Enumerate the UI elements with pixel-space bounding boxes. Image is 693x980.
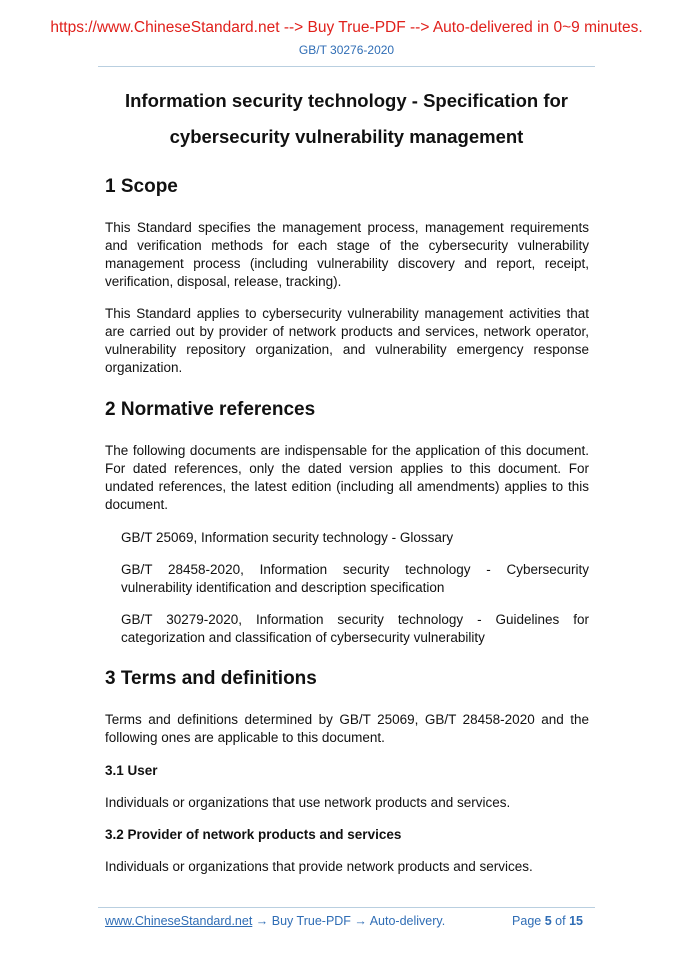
term-definition-provider: Individuals or organizations that provide network products and services. [105,859,533,874]
normative-intro: The following documents are indispensable for the application of this document. For dated references, only the dated version applies to this document. For undated references, the latest edition (including all amendments) applies to this document. [105,443,589,512]
page-indicator [512,914,583,928]
footer-divider [98,907,595,908]
term-heading-provider: 3.2 Provider of network products and services [105,827,402,842]
term-heading-user: 3.1 User [105,763,158,778]
scope-paragraph-2: This Standard applies to cybersecurity vulnerability management activities that are carried out by provider of network products and services, network operator, vulnerability repository organization, and vulnerability emergency response organization. [105,306,589,375]
standard-code: GB/T 30276-2020 [298,43,395,57]
normative-ref-3: GB/T 30279-2020, Information security technology - Guidelines for categorization and classification of cybersecurity vulnerability [121,612,589,645]
normative-ref-1: GB/T 25069, Information security technology - Glossary [121,530,454,545]
header-divider [98,66,595,67]
footer-site-link[interactable]: www.ChineseStandard.net [105,914,253,928]
terms-intro: Terms and definitions determined by GB/T 25069, GB/T 28458-2020 and the following ones are applicable to this document. [105,712,589,745]
footer-link-group [105,914,445,928]
of-label: of [555,914,566,928]
doc-title-line2: cybersecurity vulnerability management [169,126,524,147]
section-heading-normative: 2 Normative references [105,399,316,420]
doc-title-line1: Information security technology - Specification for [124,90,569,111]
footer-trail: → Buy True-PDF → Auto-delivery. [252,914,446,928]
page-total: 15 [569,914,583,928]
term-definition-user: Individuals or organizations that use network products and services. [105,795,511,810]
page-number: 5 [544,914,552,928]
scope-paragraph-1: This Standard specifies the management process, management requirements and verification methods for each stage of the cybersecurity vulnerability management process (including vulnerability discovery and report, receipt, verification, disposal, release, tracking). [105,220,589,289]
page-label: Page [512,914,542,928]
top-banner[interactable]: https://www.ChineseStandard.net --> Buy True-PDF --> Auto-delivered in 0~9 minutes. [50,19,643,36]
section-heading-terms: 3 Terms and definitions [105,668,317,689]
normative-ref-2: GB/T 28458-2020, Information security technology - Cybersecurity vulnerability identification and description specification [121,562,589,595]
section-heading-scope: 1 Scope [105,176,178,197]
